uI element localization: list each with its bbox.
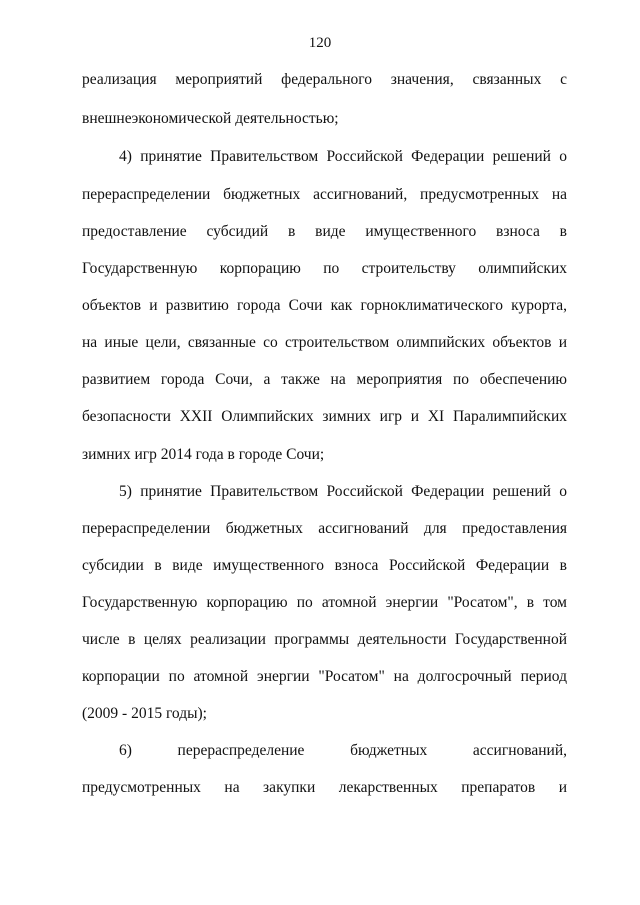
page-number: 120 <box>308 35 332 51</box>
paragraph-start-line: 4) принятие Правительством Российской Федерации решений о <box>119 148 567 165</box>
text-line: Государственную корпорацию по строительству олимпийских <box>82 260 567 277</box>
paragraph-start-line: 5) принятие Правительством Российской Федерации решений о <box>119 483 567 500</box>
text-line: числе в целях реализации программы деятельности Государственной <box>82 631 567 648</box>
text-line: предусмотренных на закупки лекарственных препаратов и <box>82 779 567 796</box>
text-line: перераспределении бюджетных ассигнований для предоставления <box>82 520 567 537</box>
text-line: (2009 - 2015 годы); <box>82 705 207 722</box>
text-line: Государственную корпорацию по атомной энергии "Росатом", в том <box>82 594 567 611</box>
text-line: реализация мероприятий федерального значения, связанных с <box>82 71 567 88</box>
text-line: корпорации по атомной энергии "Росатом" на долгосрочный период <box>82 668 567 685</box>
text-line: безопасности XXII Олимпийских зимних игр и XI Паралимпийских <box>82 408 567 425</box>
text-line: зимних игр 2014 года в городе Сочи; <box>82 446 325 463</box>
text-line: на иные цели, связанные со строительством олимпийских объектов и <box>82 334 567 351</box>
text-line: развитием города Сочи, а также на мероприятия по обеспечению <box>82 371 567 388</box>
paragraph-start-line: 6) перераспределение бюджетных ассигнований, <box>119 742 567 759</box>
text-line: предоставление субсидий в виде имущественного взноса в <box>82 223 567 240</box>
text-line: объектов и развитию города Сочи как горноклиматического курорта, <box>82 297 567 314</box>
text-line: внешнеэкономической деятельностью; <box>82 110 339 127</box>
text-line: субсидии в виде имущественного взноса Российской Федерации в <box>82 557 567 574</box>
text-line: перераспределении бюджетных ассигнований, предусмотренных на <box>82 186 567 203</box>
